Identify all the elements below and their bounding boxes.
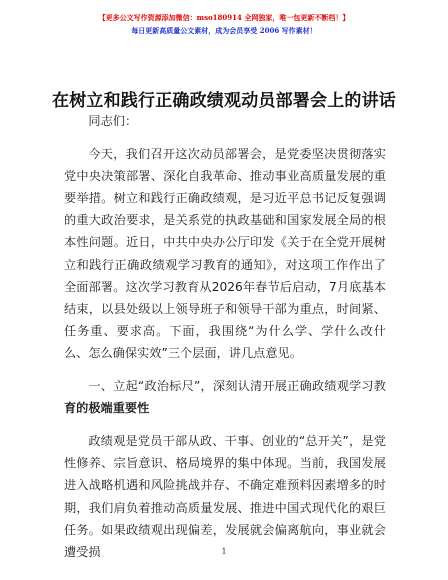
section-heading-1-bold: 育的极端重要性 xyxy=(64,401,150,416)
salutation: 同志们： xyxy=(88,114,138,128)
section-heading-1-prefix: 一、立起“政治标尺”，深刻认清开展正确政绩观学习教 xyxy=(88,379,386,394)
promo-banner-line-1: 【更多公文写作资源添加微信：mso180914 全网独家，唯一包更新不断档！】 xyxy=(98,13,350,22)
document-body xyxy=(64,110,386,563)
document-title: 在树立和践行正确政绩观动员部署会上的讲话 xyxy=(52,91,396,111)
page-number: 1 xyxy=(221,547,227,556)
section-heading-1 xyxy=(64,375,386,419)
paragraph-1: 今天，我们召开这次动员部署会，是党委坚决贯彻落实党中央决策部署、深化自我革命、推动事业高质量发展的重要举措。树立和践行正确政绩观，是习近平总书记反复强调的重大政治要求，是关系党的执政基础和国家发展全局的根本性问题。近日，中共中央办公厅印发《关于在全党开展树立和践行正确政绩观学习教育的通知》，对这项工作作出了全面部署。这次学习教育从2026年春节后启动，7月底基本结束，以县处级以上领导班子和领导干部为重点，时间紧、任务重、要求高。下面，我围绕“为什么学、学什么改什么、怎么确保实效”三个层面，讲几点意见。 xyxy=(64,147,386,360)
paragraph-2: 政绩观是党员干部从政、干事、创业的“总开关”，是党性修养、宗旨意识、格局境界的集中体现。当前，我国发展进入战略机遇和风险挑战并存、不确定难预料因素增多的时期，我们肩负着推动高质量发展、推进中国式现代化的艰巨任务。如果政绩观出现偏差，发展就会偏离航向，事业就会遭受损 xyxy=(64,434,386,559)
promo-banner-line-2: 每日更新高质量公文素材，成为会员享受 2006 写作素材！ xyxy=(131,26,317,35)
